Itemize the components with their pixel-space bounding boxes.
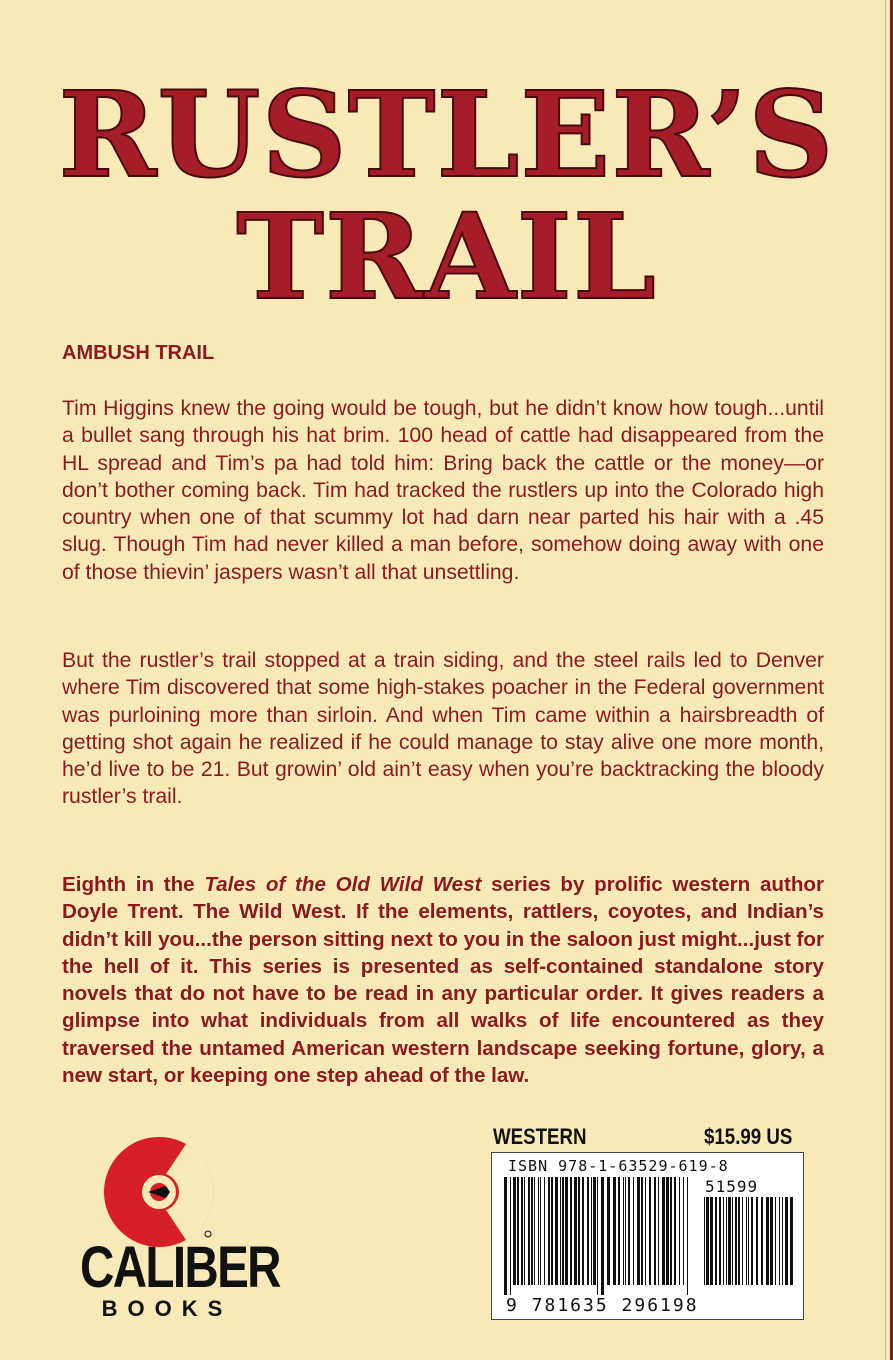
- barcode-bar: [513, 1177, 516, 1285]
- barcode-bar: [748, 1197, 749, 1285]
- barcode-bar: [637, 1177, 640, 1285]
- barcode-bar: [504, 1177, 507, 1295]
- barcode-bar: [766, 1197, 769, 1285]
- barcode-bar: [679, 1177, 680, 1285]
- barcode-bar: [775, 1197, 776, 1285]
- barcode-bar: [591, 1177, 592, 1285]
- barcode-bar: [662, 1177, 665, 1285]
- barcode-bar: [719, 1197, 721, 1285]
- series-paragraph: [62, 871, 824, 1089]
- publisher-subtitle: BOOKS: [101, 1296, 233, 1321]
- isbn-text: ISBN 978-1-63529-619-8: [508, 1157, 729, 1175]
- barcode-bar: [666, 1177, 669, 1285]
- barcode-bar: [790, 1197, 793, 1285]
- barcode-bar: [623, 1177, 624, 1285]
- barcode-bar: [751, 1197, 753, 1285]
- barcode-bar: [658, 1177, 659, 1285]
- ean-digits: 9 781635 296198: [506, 1295, 699, 1316]
- barcode-bar: [683, 1177, 684, 1285]
- barcode-bar: [570, 1177, 572, 1285]
- barcode-bar: [601, 1177, 604, 1295]
- barcode-bar: [534, 1177, 535, 1285]
- section-title: AMBUSH TRAIL: [62, 342, 215, 364]
- publisher-name: CALIBER: [80, 1235, 280, 1300]
- barcode-bar: [723, 1197, 724, 1285]
- barcode-bar: [726, 1197, 727, 1285]
- barcode-bar: [728, 1197, 731, 1285]
- barcode-bar: [704, 1197, 705, 1285]
- ean-barcode-bars: [504, 1177, 694, 1295]
- barcode-bar: [633, 1177, 634, 1285]
- barcode-bar: [779, 1197, 780, 1285]
- barcode-bar: [517, 1177, 519, 1285]
- addon-barcode-bars: [704, 1197, 796, 1295]
- title-line-2: TRAIL: [236, 187, 657, 326]
- barcode-bar: [618, 1177, 620, 1285]
- barcode-bar: [746, 1197, 747, 1285]
- barcode-bar: [540, 1177, 541, 1285]
- barcode-bar: [544, 1177, 545, 1285]
- barcode-bar: [706, 1197, 709, 1285]
- barcode-bar: [562, 1177, 564, 1285]
- barcode-bar: [756, 1197, 758, 1285]
- barcode-bar: [641, 1177, 643, 1285]
- barcode-bar: [551, 1177, 553, 1285]
- barcode-bar: [597, 1177, 598, 1295]
- barcode-bar: [565, 1177, 568, 1285]
- barcode-bar: [521, 1177, 523, 1285]
- barcode-bar: [574, 1177, 577, 1285]
- barcode-bar: [548, 1177, 550, 1285]
- barcode-bar: [654, 1177, 656, 1285]
- barcode-bar: [593, 1177, 596, 1285]
- barcode-bar: [555, 1177, 558, 1285]
- barcode-bar: [510, 1177, 511, 1295]
- barcode-bar: [531, 1177, 533, 1285]
- title-line-1: RUSTLER’S: [58, 65, 835, 204]
- series-description: series by prolific western author Doyle Trent. The Wild West. If the elements, rattlers, coyotes, and Indian’s didn’t kill you...the person sitting next to you in the saloon just might...just for the hell of it. This series is presented as self-contained standalone story novels that do not have to be read in any particular order. It gives readers a glimpse into what individuals from all walks of life encountered as they traversed the untamed American western landscape seeking fortune, glory, a new start, or keeping one step ahead of the law.: [62, 873, 825, 1088]
- barcode-bar: [742, 1197, 743, 1285]
- blurb-paragraph-1: Tim Higgins knew the going would be tough, but he didn’t know how tough...until a bullet sang through his hat brim. 100 head of cattle had disappeared from the HL spread and Tim’s pa had told him: Bring back the cattle or the money—or don’t bother coming back. Tim had tracked the rustlers up into the Colorado high country when one of that scummy lot had darn near parted his hair with a .45 slug. Though Tim had never killed a man before, somehow doing away with one of those thievin’ jaspers wasn’t all that unsettling.: [62, 397, 824, 584]
- barcode-bar: [607, 1177, 610, 1285]
- barcode-bar: [582, 1177, 584, 1285]
- barcode-bar: [587, 1177, 589, 1285]
- blurb-paragraph-2: But the rustler’s trail stopped at a train siding, and the steel rails led to Denver where Tim discovered that some high-stakes poacher in the Federal government was purloining more than sirloin. And when Tim came within a hairsbreadth of getting shot again he realized if he could manage to stay alive one more month, he’d live to be 21. But growin’ old ain’t easy when you’re backtracking the bloody rustler’s trail.: [62, 649, 824, 809]
- barcode-bar: [645, 1177, 646, 1285]
- barcode-bar: [687, 1177, 688, 1295]
- price-label: $15.99 US: [704, 1124, 793, 1149]
- barcode-bar: [649, 1177, 651, 1285]
- barcode-bar: [710, 1197, 713, 1285]
- genre-label: WESTERN: [493, 1124, 587, 1149]
- barcode-bar: [735, 1197, 737, 1285]
- barcode-bar: [628, 1177, 630, 1285]
- barcode-bar: [738, 1197, 740, 1285]
- barcode-bar: [524, 1177, 525, 1285]
- series-name: Tales of the Old Wild West: [204, 873, 482, 896]
- price-code: 51599: [705, 1177, 759, 1196]
- barcode-bar: [785, 1197, 788, 1285]
- barcode-bar: [528, 1177, 530, 1285]
- barcode-bar: [578, 1177, 580, 1285]
- barcode-bar: [782, 1197, 783, 1285]
- series-prefix: Eighth in the: [62, 873, 205, 896]
- barcode-bar: [625, 1177, 626, 1285]
- barcode-bar: [761, 1197, 763, 1285]
- barcode-bar: [674, 1177, 676, 1285]
- barcode-bar: [770, 1197, 773, 1285]
- barcode-bar: [613, 1177, 616, 1285]
- barcode-bar: [715, 1197, 717, 1285]
- barcode-bar: [560, 1177, 561, 1285]
- barcode-bar: [670, 1177, 672, 1285]
- barcode-bar: [732, 1197, 733, 1285]
- barcode-bar: [538, 1177, 539, 1285]
- isbn-barcode: [491, 1152, 804, 1320]
